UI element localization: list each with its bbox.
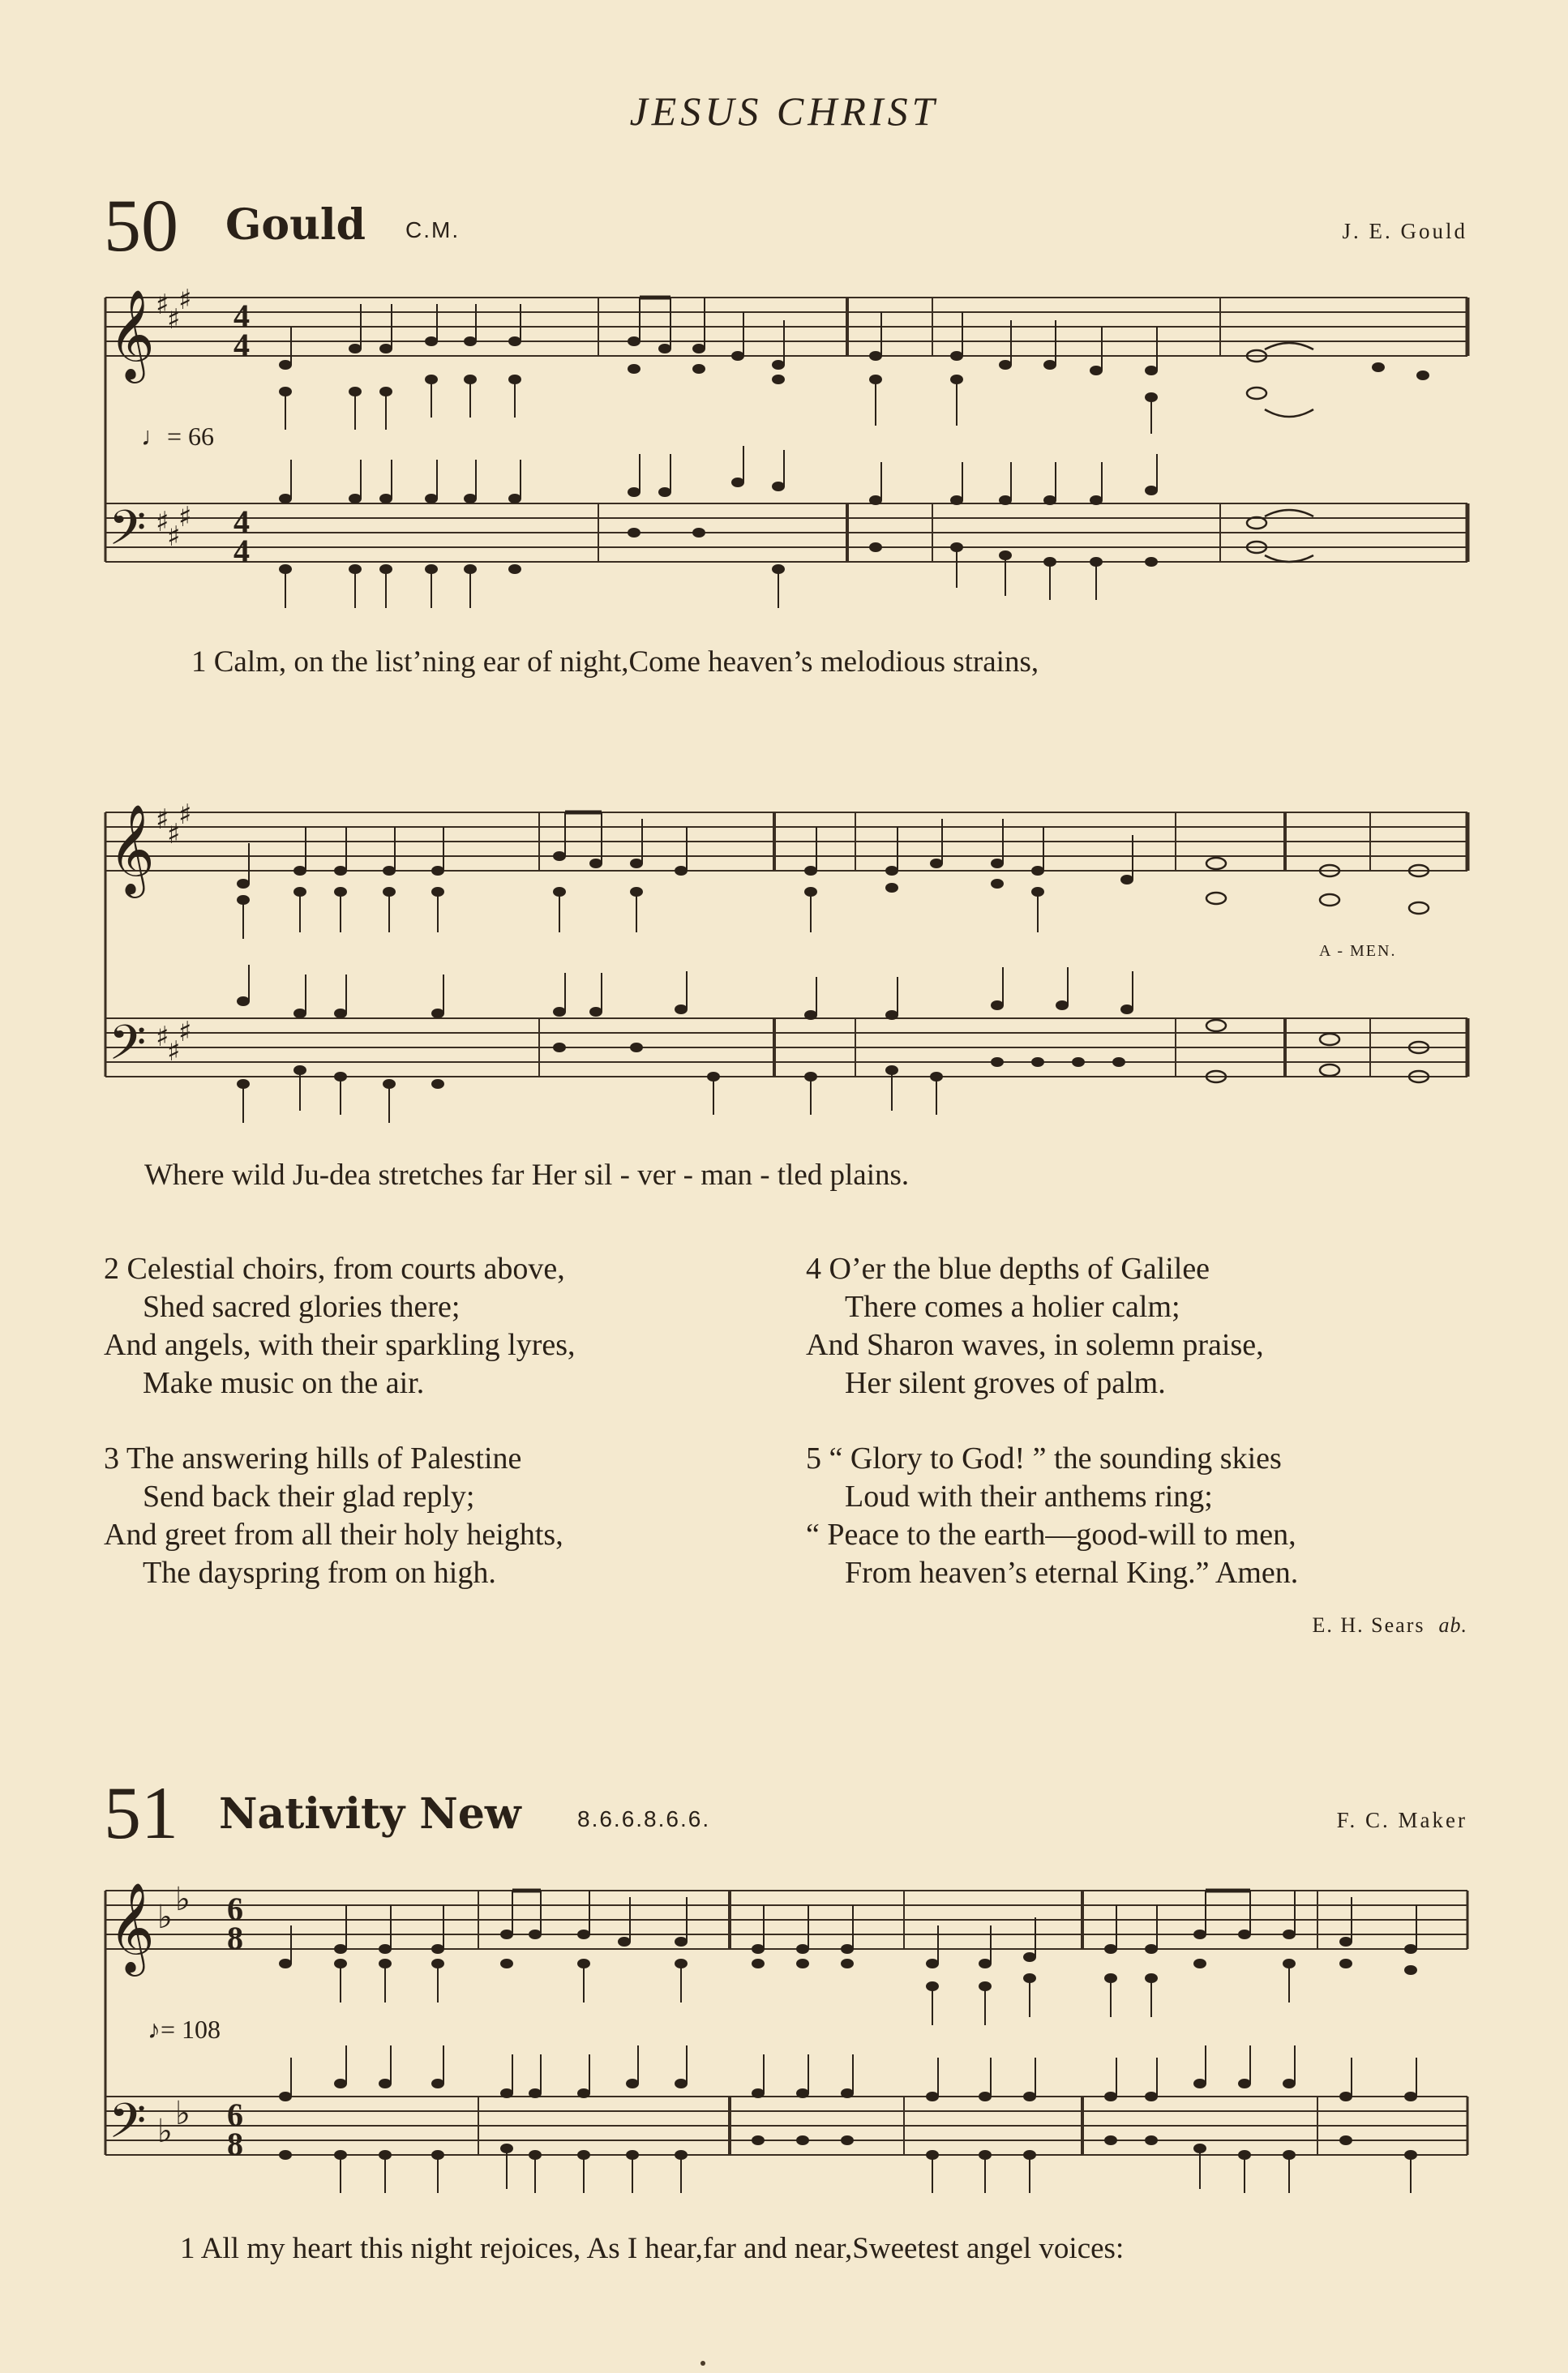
- verse-2: [104, 1250, 576, 1403]
- verse-line: There comes a holier calm;: [845, 1290, 1180, 1324]
- verse-line: “ Peace to the earth—good-will to men,: [806, 1518, 1296, 1552]
- svg-text:♯: ♯: [167, 818, 181, 850]
- verse-line: 3 The answering hills of Palestine: [104, 1441, 522, 1476]
- svg-text:♯: ♯: [167, 303, 181, 336]
- verse-line: Loud with their anthems ring;: [845, 1480, 1213, 1514]
- svg-text:♯: ♯: [167, 1035, 181, 1068]
- lyric-line: Where wild Ju-dea stretches far Her sil - ver - man - tled plains.: [144, 1159, 910, 1192]
- page-mark: [700, 2361, 705, 2366]
- music-score-system: [97, 1881, 1476, 2205]
- tune-name: Gould: [225, 200, 366, 250]
- verse-line: Shed sacred glories there;: [143, 1290, 461, 1324]
- lyric-line: 1 Calm, on the list’ning ear of night,Come heaven’s melodious strains,: [191, 645, 1039, 679]
- svg-text:4: 4: [233, 298, 250, 334]
- svg-text:♭: ♭: [175, 2095, 191, 2132]
- quarter-note-icon: ♩: [141, 422, 167, 451]
- verse-line: And Sharon waves, in solemn praise,: [806, 1328, 1264, 1362]
- svg-text:𝄞: 𝄞: [109, 289, 155, 379]
- verse-line: The dayspring from on high.: [143, 1556, 496, 1590]
- meter: C.M.: [405, 217, 461, 242]
- svg-text:4: 4: [233, 533, 250, 569]
- meter: 8.6.6.8.6.6.: [577, 1806, 711, 1831]
- verse-line: And greet from all their holy heights,: [104, 1518, 563, 1552]
- verse-5: [806, 1440, 1298, 1592]
- svg-text:♯: ♯: [156, 803, 169, 836]
- verse-line: Send back their glad reply;: [143, 1480, 475, 1514]
- hymn-number: 50: [104, 184, 178, 267]
- svg-text:4: 4: [233, 327, 250, 363]
- verse-line: And angels, with their sparkling lyres,: [104, 1328, 576, 1362]
- verse-line: Her silent groves of palm.: [845, 1366, 1166, 1400]
- svg-text:♯: ♯: [178, 284, 192, 316]
- page-header: JESUS CHRIST: [629, 88, 939, 134]
- svg-text:♯: ♯: [156, 1021, 169, 1053]
- eighth-note-icon: ♪: [148, 2015, 161, 2044]
- tempo-marking: ♩= 66: [141, 422, 215, 451]
- verse-4: [806, 1250, 1264, 1403]
- svg-text:𝄢: 𝄢: [109, 2092, 147, 2161]
- hymn-number: 51: [104, 1771, 178, 1854]
- svg-text:𝄢: 𝄢: [109, 1014, 147, 1082]
- svg-text:𝄢: 𝄢: [109, 499, 147, 568]
- svg-text:♯: ♯: [156, 289, 169, 321]
- verse-3: [104, 1440, 563, 1592]
- music-score-system: [97, 284, 1476, 612]
- svg-text:♯: ♯: [178, 1016, 192, 1048]
- svg-text:♭: ♭: [175, 1881, 191, 1918]
- svg-text:♯: ♯: [167, 520, 181, 553]
- verse-line: From heaven’s eternal King.” Amen.: [845, 1556, 1299, 1590]
- verse-line: Make music on the air.: [143, 1366, 425, 1400]
- composer: F. C. Maker: [1336, 1808, 1467, 1832]
- svg-text:6: 6: [227, 1891, 243, 1927]
- svg-text:♯: ♯: [178, 501, 192, 533]
- text-author: E. H. Sears ab.: [1312, 1613, 1467, 1637]
- verse-line: 4 O’er the blue depths of Galilee: [806, 1252, 1210, 1286]
- svg-text:♯: ♯: [156, 506, 169, 538]
- svg-text:♭: ♭: [157, 2113, 173, 2150]
- amen-label: A - MEN.: [1319, 942, 1397, 960]
- music-score-system: [97, 799, 1476, 1127]
- verse-line: 5 “ Glory to God! ” the sounding skies: [806, 1441, 1282, 1476]
- svg-text:♭: ♭: [157, 1899, 173, 1936]
- svg-text:8: 8: [227, 2126, 243, 2162]
- svg-text:𝄞: 𝄞: [109, 1882, 155, 1973]
- svg-text:8: 8: [227, 1920, 243, 1956]
- svg-text:𝄞: 𝄞: [109, 803, 155, 894]
- svg-text:6: 6: [227, 2097, 243, 2133]
- composer: J. E. Gould: [1342, 219, 1467, 243]
- tune-name: Nativity New: [219, 1789, 521, 1839]
- svg-text:4: 4: [233, 503, 250, 540]
- lyric-line: 1 All my heart this night rejoices, As I hear,far and near,Sweetest angel voices:: [180, 2232, 1125, 2265]
- tempo-marking: ♪= 108: [148, 2015, 221, 2044]
- verse-line: 2 Celestial choirs, from courts above,: [104, 1252, 565, 1286]
- svg-text:♯: ♯: [178, 799, 192, 831]
